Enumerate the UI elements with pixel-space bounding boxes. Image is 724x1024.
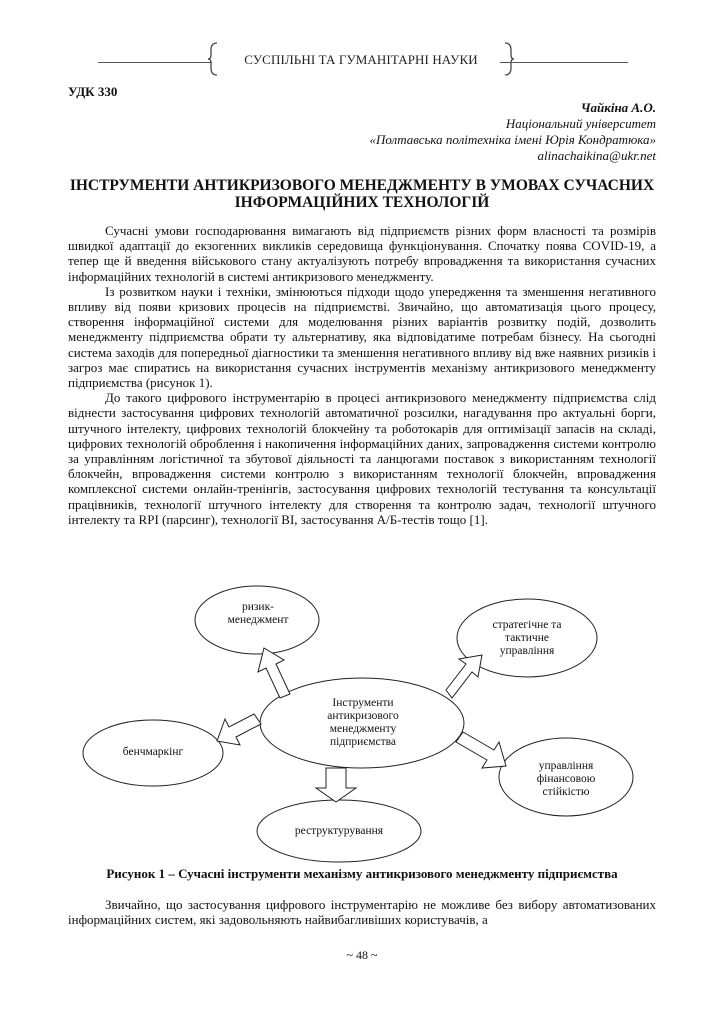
- paragraph-2: Із розвитком науки і техніки, змінюються підходи щодо упередження та зменшення негативного впливу від появи кризових процесів на підприємстві. Звичайно, що автоматизація цього процесу, створення інформаційної системи для моделювання різних варіантів розвитку подій, дозволить менеджменту підприємства обрати ту альтернативу, яка відповідатиме потребам бізнесу. На сьогодні система заходів для попередньої діагностики та зменшення негативного впливу від вже наявних ризиків і загроз має спиратись на використання сучасних інструментів механізму антикризового менеджменту підприємства (рисунок 1).: [68, 283, 656, 391]
- article-title: ІНСТРУМЕНТИ АНТИКРИЗОВОГО МЕНЕДЖМЕНТУ В УМОВАХ СУЧАСНИХ ІНФОРМАЦІЙНИХ ТЕХНОЛОГІЙ: [69, 177, 655, 211]
- node-financial: [516, 760, 616, 799]
- arrow-to-financial: [456, 732, 506, 768]
- node-restructuring: [279, 825, 399, 838]
- author-name: Чайкіна А.О.: [580, 100, 656, 115]
- node-financial-line-2: фінансовою: [536, 773, 596, 785]
- node-risk: [208, 601, 308, 627]
- paragraph-1: Сучасні умови господарювання вимагають від підприємств різних форм власності та розмірів швидкої адаптації до екзогенних викликів середовища функціонування. Спочатку поява COVID-19, а тепер ще й введення військового стану актуалізують потребу впровадження та використання сучасних інформаційних технологій в системі антикризового менеджменту.: [68, 223, 656, 284]
- header-section-title: СУСПІЛЬНІ ТА ГУМАНІТАРНІ НАУКИ: [244, 52, 478, 67]
- node-risk-line-1: ризик-: [241, 601, 275, 613]
- author-affiliation-2: «Полтавська політехніка імені Юрія Кондратюка»: [369, 132, 656, 147]
- arrow-to-benchmarking: [217, 714, 261, 745]
- node-center-line-3: менеджменту: [329, 723, 397, 735]
- node-financial-line-3: стійкістю: [542, 786, 590, 798]
- node-center-line-2: антикризового: [327, 710, 399, 722]
- arrow-to-restructuring: [316, 768, 356, 802]
- node-financial-line-1: управління: [538, 760, 594, 772]
- article-body: [68, 223, 656, 527]
- author-affiliation-1: Національний університет: [505, 116, 656, 131]
- header-brace-left: [208, 42, 218, 76]
- node-strategic-line-2: тактичне: [505, 632, 549, 644]
- udk-code: УДК 330: [68, 84, 118, 99]
- figure-1-diagram: [68, 580, 668, 865]
- article-body-continued: [68, 897, 656, 927]
- node-benchmarking: [98, 746, 208, 759]
- header-brace-right: [504, 42, 514, 76]
- author-email: alinachaikina@ukr.net: [537, 148, 656, 163]
- node-center: [318, 697, 408, 749]
- arrow-to-risk: [258, 648, 290, 698]
- node-restructuring-line-1: реструктурування: [294, 825, 384, 837]
- figure-caption: Рисунок 1 – Сучасні інструменти механізму антикризового менеджменту підприємства: [106, 866, 618, 881]
- node-risk-line-2: менеджмент: [227, 614, 289, 626]
- header-rule-right: [500, 62, 628, 63]
- header-rule-left: [98, 62, 212, 63]
- node-strategic-line-1: стратегічне та: [492, 619, 562, 631]
- paragraph-4: Звичайно, що застосування цифрового інструментарію не можливе без вибору автоматизованих інформаційних систем, які задовольняють найвибагливіших користувачів, а: [68, 897, 656, 928]
- node-center-line-4: підприємства: [330, 736, 396, 748]
- node-center-line-1: Інструменти: [332, 697, 394, 709]
- paragraph-3: До такого цифрового інструментарію в процесі антикризового менеджменту підприємства слід віднести застосування цифрових технологій автоматичної розсилки, нагадування про актуальні борги, штучного інтелекту, цифрових технологій блокчейну та роботокарів для оптимізації запасів на складі, цифрових технологій оброблення і накопичення інформаційних даних, запровадження системи контролю за управлінням логістичної та збутової діяльності та ланцюгами поставок з використанням технології блокчейн, впровадження системи контролю з використанням технології блокчейн, впровадження комплексної системи онлайн-тренінгів, застосування цифрових технологій тестування та консультації працівників, технології штучного інтелекту для створення та контролю задач, технології штучного інтелекту та RPI (парсинг), технології BI, застосування А/Б-тестів тощо [1].: [68, 390, 656, 527]
- node-strategic-line-3: управління: [499, 645, 555, 657]
- node-benchmarking-line-1: бенчмаркінг: [122, 746, 184, 758]
- arrow-to-strategic: [446, 655, 482, 698]
- page-number: ~ 48 ~: [346, 948, 378, 962]
- node-strategic: [467, 619, 587, 658]
